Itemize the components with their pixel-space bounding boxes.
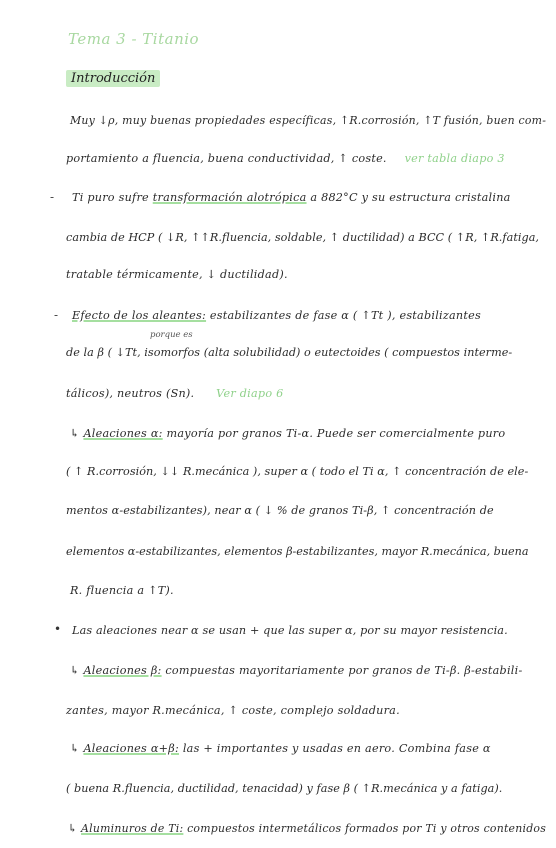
alpha-alloys-line-1: [70, 427, 505, 440]
beta-alloys-line-1: [70, 664, 522, 677]
bullet2-line-1: [72, 309, 481, 322]
bullet1-line-1: [72, 191, 511, 204]
page-title: Tema 3 - Titanio: [68, 30, 200, 48]
arrow-icon: ↳: [68, 822, 78, 835]
alpha-alloys-line-3: mentos α-estabilizantes), near α ( ↓ % de granos Ti-β, ↑ concentración de: [66, 504, 494, 517]
alpha-beta-alloys-line-2: ( buena R.fluencia, ductilidad, tenacidad) y fase β ( ↑R.mecánica y a fatiga).: [66, 782, 503, 795]
bullet1-text-b: a 882°C y su estructura cristalina: [310, 191, 511, 204]
bullet1-line-3: tratable térmicamente, ↓ ductilidad).: [66, 268, 288, 281]
bullet-marker: -: [50, 190, 55, 204]
bullet2-line-3: [66, 387, 283, 400]
bullet2-text-3: tálicos), neutros (Sn).: [66, 387, 195, 400]
alpha-alloys-line-5: R. fluencia a ↑T).: [70, 584, 174, 597]
aluminides-heading: Aluminuros de Ti:: [81, 822, 184, 835]
bullet1-line-2: cambia de HCP ( ↓R, ↑↑R.fluencia, soldable, ↑ ductilidad) a BCC ( ↑R, ↑R.fatiga,: [66, 231, 540, 244]
alpha-alloys-line-2: ( ↑ R.corrosión, ↓↓ R.mecánica ), super α ( todo el Ti α, ↑ concentración de ele-: [66, 465, 529, 478]
section-heading: Introducción: [66, 70, 160, 87]
arrow-icon: ↳: [70, 427, 80, 440]
intro-line-1: Muy ↓ρ, muy buenas propiedades específicas, ↑R.corrosión, ↑T fusión, buen com-: [70, 114, 547, 127]
margin-annotation: porque es: [150, 330, 193, 340]
intro-line-2: [66, 152, 505, 165]
alpha-alloys-text: mayoría por granos Ti-α. Puede ser comercialmente puro: [166, 427, 506, 440]
allotropic-highlight: transformación alotrópica: [152, 191, 307, 204]
table-reference: ver tabla diapo 3: [404, 152, 505, 165]
alpha-alloys-heading: Aleaciones α:: [83, 427, 163, 440]
beta-alloys-line-2: zantes, mayor R.mecánica, ↑ coste, complejo soldadura.: [66, 704, 400, 717]
bullet2-text-b: estabilizantes de fase α ( ↑Tt ), estabilizantes: [209, 309, 481, 322]
alpha-beta-alloys-line-1: [70, 742, 491, 755]
bullet-marker: •: [54, 622, 62, 636]
aleantes-highlight: Efecto de los aleantes:: [72, 309, 207, 322]
bullet2-line-2: de la β ( ↓Tt, isomorfos (alta solubilidad) o eutectoides ( compuestos interme-: [66, 346, 513, 359]
arrow-icon: ↳: [70, 664, 80, 677]
beta-alloys-text: compuestas mayoritariamente por granos de Ti-β. β-estabili-: [165, 664, 523, 677]
bullet-marker: -: [54, 308, 59, 322]
aluminides-text: compuestos intermetálicos formados por Ti y otros contenidos: [187, 822, 547, 835]
diapo-reference: Ver diapo 6: [216, 387, 284, 400]
alpha-alloys-line-4: elementos α-estabilizantes, elementos β-estabilizantes, mayor R.mecánica, buena: [66, 545, 529, 558]
aluminides-line-1: [68, 822, 546, 835]
alpha-beta-alloys-text: las + importantes y usadas en aero. Combina fase α: [182, 742, 491, 755]
arrow-icon: ↳: [70, 742, 80, 755]
near-alpha-note: Las aleaciones near α se usan + que las super α, por su mayor resistencia.: [72, 624, 508, 637]
alpha-beta-alloys-heading: Aleaciones α+β:: [83, 742, 180, 755]
intro-line-2-text: portamiento a fluencia, buena conductividad, ↑ coste.: [66, 152, 387, 165]
bullet1-text-a: Ti puro sufre: [72, 191, 149, 204]
beta-alloys-heading: Aleaciones β:: [83, 664, 162, 677]
